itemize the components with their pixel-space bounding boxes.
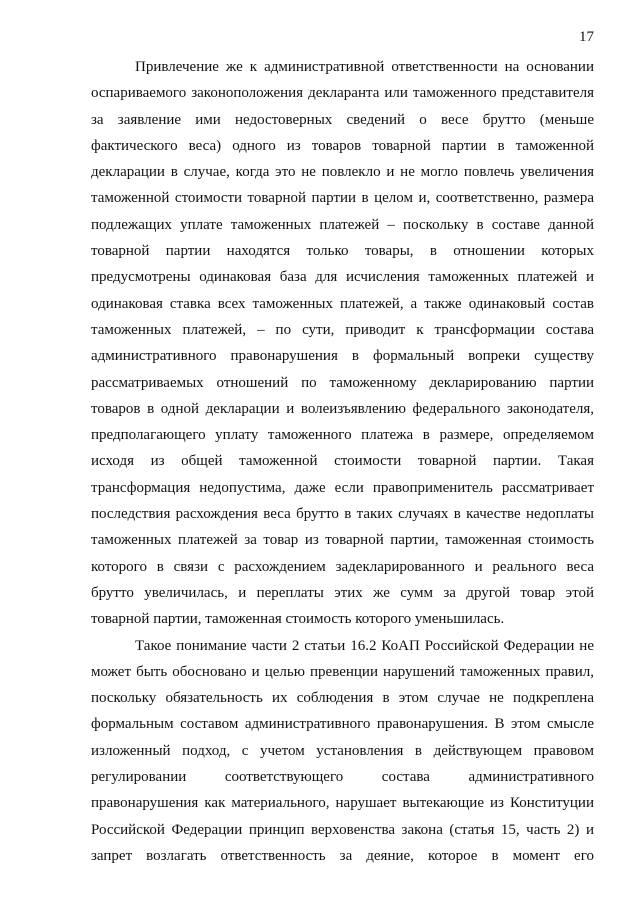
text-line: брутто увеличилась, и переплаты этих же сумм за другой товар этой xyxy=(91,584,594,601)
text-line: товаров в одной декларации и волеизъявлению федерального законодателя, xyxy=(91,400,594,417)
text-line: Российской Федерации принцип верховенства закона (статья 15, часть 2) и xyxy=(91,821,594,838)
text-line: Привлечение же к административной ответственности на основании xyxy=(135,59,594,75)
text-line: административного правонарушения в формальный вопреки существу xyxy=(91,348,594,365)
paragraph-prevention-purpose xyxy=(91,633,594,870)
text-line: предусмотрены одинаковая база для исчисления таможенных платежей и xyxy=(91,269,594,286)
text-line: таможенных платежей, – по сути, приводит к трансформации состава xyxy=(91,321,594,338)
text-line: последствия расхождения веса брутто в таких случаях в качестве недоплаты xyxy=(91,506,594,523)
text-line: регулировании соответствующего состава административного xyxy=(91,769,594,786)
text-line: товарной партии, таможенная стоимость которого уменьшилась. xyxy=(91,611,505,628)
text-line: исходя из общей таможенной стоимости товарной партии. Такая xyxy=(91,453,594,470)
text-line: трансформация недопустима, даже если правоприменитель рассматривает xyxy=(91,479,594,496)
text-line: изложенный подход, с учетом установления в действующем правовом xyxy=(91,742,594,759)
text-line: подлежащих уплате таможенных платежей – поскольку в составе данной xyxy=(91,216,594,233)
text-line: рассматриваемых отношений по таможенному декларированию партии xyxy=(91,374,594,391)
text-line: которого в связи с расхождением задекларированного и реального веса xyxy=(91,558,594,575)
text-line: таможенной стоимости товарной партии в целом и, соответственно, размера xyxy=(91,190,594,207)
paragraph-administrative-liability xyxy=(91,54,594,633)
text-line: запрет возлагать ответственность за деяние, которое в момент его xyxy=(91,847,594,864)
text-line: оспариваемого законоположения декларанта или таможенного представителя xyxy=(91,85,594,102)
text-line: правонарушения как материального, нарушает вытекающие из Конституции xyxy=(91,795,594,812)
text-line: предполагающего уплату таможенного платежа в размере, определяемом xyxy=(91,427,594,444)
text-line: таможенных платежей за товар из товарной партии, таможенная стоимость xyxy=(91,532,594,549)
text-line: декларации в случае, когда это не повлекло и не могло повлечь увеличения xyxy=(91,164,594,181)
text-line: фактического веса) одного из товаров товарной партии в таможенной xyxy=(91,137,594,154)
text-line: товарной партии находятся только товары, в отношении которых xyxy=(91,243,594,260)
text-line: может быть обосновано и целью превенции нарушений таможенных правил, xyxy=(91,663,594,680)
text-line: поскольку обязательность их соблюдения в этом случае не подкреплена xyxy=(91,690,594,707)
text-line: Такое понимание части 2 статьи 16.2 КоАП Российской Федерации не xyxy=(135,637,594,654)
document-body xyxy=(91,54,594,869)
text-line: за заявление ими недостоверных сведений о весе брутто (меньше xyxy=(91,111,594,128)
text-line: формальным составом административного правонарушения. В этом смысле xyxy=(91,716,594,733)
page-number: 17 xyxy=(579,29,594,45)
text-line: одинаковая ставка всех таможенных платежей, а также одинаковый состав xyxy=(91,295,594,312)
